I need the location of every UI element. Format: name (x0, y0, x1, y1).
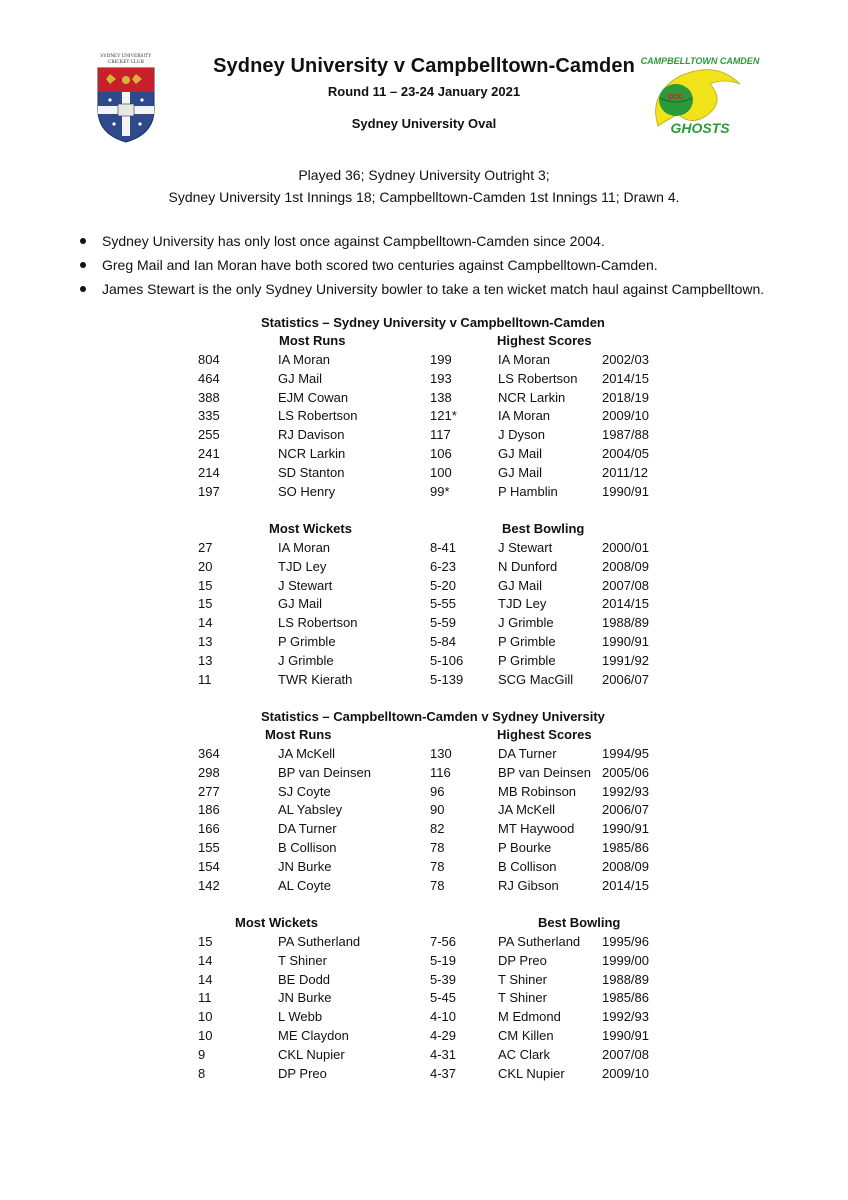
table-cell: JN Burke (278, 858, 332, 874)
ghosts-initials: DCC (668, 94, 684, 101)
table-row (0, 953, 848, 972)
s1-most-wickets-heading: Most Wickets (269, 521, 352, 536)
table-cell: DA Turner (498, 746, 557, 761)
table-cell: 2006/07 (602, 802, 649, 818)
table-cell: L Webb (278, 1009, 323, 1025)
table-cell: JA McKell (278, 746, 336, 761)
table-cell: 154 (198, 858, 220, 874)
table-cell: P Grimble (278, 634, 336, 649)
table-cell: 2008/09 (602, 558, 649, 574)
table-cell: 2007/08 (602, 1046, 649, 1062)
table-cell: 255 (198, 427, 220, 443)
table-row (0, 653, 848, 672)
table-cell: P Grimble (498, 652, 556, 668)
table-cell: 142 (198, 877, 220, 893)
table-cell: IA Moran (498, 352, 551, 367)
table-cell: BP van Deinsen (278, 764, 371, 780)
s2-most-wickets-heading: Most Wickets (235, 915, 318, 930)
table-cell: 4-29 (430, 1028, 457, 1043)
table-cell: 804 (198, 352, 220, 367)
table-cell: 6-23 (430, 558, 457, 574)
table-cell: 155 (198, 840, 220, 855)
table-cell: GJ Mail (278, 596, 323, 612)
table-cell: 15 (198, 934, 213, 949)
table-cell: 130 (430, 746, 452, 761)
s1-best-bowling-heading: Best Bowling (502, 521, 585, 536)
table-cell: 20 (198, 558, 213, 574)
table-cell: TJD Ley (498, 596, 547, 612)
table-row (0, 784, 848, 803)
table-row (0, 1009, 848, 1028)
table-cell: SCG MacGill (498, 671, 574, 687)
table-cell: 14 (198, 952, 213, 968)
table-cell: IA Moran (278, 352, 331, 367)
table-cell: GJ Mail (498, 464, 543, 480)
table-row (0, 878, 848, 897)
table-cell: 7-56 (430, 934, 457, 949)
table-cell: J Dyson (498, 427, 545, 443)
table-row (0, 408, 848, 427)
table-row (0, 390, 848, 409)
table-row (0, 840, 848, 859)
table-cell: N Dunford (498, 558, 558, 574)
table-cell: 99* (430, 483, 450, 499)
table-cell: PA Sutherland (278, 934, 361, 949)
table-cell: SJ Coyte (278, 783, 331, 799)
list-item: Sydney University has only lost once against Campbelltown-Camden since 2004. (78, 232, 818, 256)
table-cell: J Stewart (498, 540, 553, 555)
table-row (0, 540, 848, 559)
table-row (0, 615, 848, 634)
table-cell: AC Clark (498, 1046, 551, 1062)
table-cell: P Grimble (498, 634, 556, 649)
table-cell: B Collison (498, 858, 557, 874)
table-cell: 96 (430, 783, 445, 799)
table-row (0, 371, 848, 390)
table-row (0, 1047, 848, 1066)
table-cell: 11 (198, 990, 212, 1006)
table-row (0, 990, 848, 1009)
table-cell: PA Sutherland (498, 934, 581, 949)
s2-highest-scores-heading: Highest Scores (497, 727, 592, 742)
table-cell: T Shiner (498, 990, 547, 1006)
table-cell: 15 (198, 596, 213, 612)
ghosts-word: GHOSTS (670, 120, 730, 136)
page-title: Sydney University v Campbelltown-Camden (213, 55, 635, 77)
table-row (0, 802, 848, 821)
table-cell: 186 (198, 802, 220, 818)
table-cell: 14 (198, 615, 213, 631)
table-cell: 82 (430, 821, 445, 837)
table-cell: GJ Mail (278, 370, 323, 386)
table-cell: EJM Cowan (278, 389, 349, 405)
table-cell: 13 (198, 652, 213, 668)
table-cell: J Stewart (278, 577, 333, 593)
crest-text-top: SYDNEY UNIVERSITY (100, 54, 152, 59)
table-cell: 298 (198, 764, 220, 780)
table-cell: 5-139 (430, 671, 464, 687)
bullet-icon (80, 286, 86, 292)
table-row (0, 765, 848, 784)
table-cell: CM Killen (498, 1028, 554, 1043)
table-row (0, 1066, 848, 1085)
table-cell: RJ Gibson (498, 877, 559, 893)
section-2-title: Statistics – Campbelltown-Camden v Sydney University (261, 709, 605, 724)
table-cell: 464 (198, 370, 220, 386)
table-cell: 2009/10 (602, 1065, 649, 1081)
table-cell: AL Yabsley (278, 802, 343, 818)
table-cell: JA McKell (498, 802, 556, 818)
table-cell: 1990/91 (602, 1028, 649, 1043)
table-cell: 8 (198, 1065, 206, 1081)
table-row (0, 634, 848, 653)
table-cell: 1990/91 (602, 821, 649, 837)
table-cell: B Collison (278, 840, 337, 855)
table-cell: 5-20 (430, 577, 457, 593)
table-cell: IA Moran (498, 408, 551, 424)
table-cell: 2005/06 (602, 764, 649, 780)
table-cell: ME Claydon (278, 1028, 349, 1043)
table-cell: 193 (430, 370, 452, 386)
table-cell: 5-39 (430, 971, 457, 987)
table-cell: 14 (198, 971, 213, 987)
table-cell: DP Preo (278, 1065, 327, 1081)
section-1-title: Statistics – Sydney University v Campbelltown-Camden (261, 315, 605, 330)
table-cell: 10 (198, 1028, 213, 1043)
table-row (0, 578, 848, 597)
table-cell: NCR Larkin (278, 446, 346, 461)
table-cell: TJD Ley (278, 558, 327, 574)
table-cell: 78 (430, 877, 445, 893)
table-cell: CKL Nupier (278, 1046, 345, 1062)
table-cell: TWR Kierath (278, 671, 353, 687)
table-cell: CKL Nupier (498, 1065, 565, 1081)
venue: Sydney University Oval (351, 116, 497, 131)
table-cell: 5-84 (430, 634, 457, 649)
table-row (0, 465, 848, 484)
table-row (0, 559, 848, 578)
list-item: James Stewart is the only Sydney University bowler to take a ten wicket match haul against Campbelltown. (78, 280, 818, 304)
table-cell: 388 (198, 389, 220, 405)
table-cell: 5-55 (430, 596, 457, 612)
s2-most-runs-heading: Most Runs (265, 727, 332, 742)
s1-most-runs-heading: Most Runs (279, 333, 346, 348)
table-cell: 335 (198, 408, 220, 424)
table-cell: MT Haywood (498, 821, 575, 837)
table-cell: 117 (430, 427, 451, 443)
table-cell: 166 (198, 821, 220, 837)
table-cell: 106 (430, 446, 452, 461)
table-cell: 2004/05 (602, 446, 649, 461)
table-row (0, 972, 848, 991)
table-cell: DP Preo (498, 952, 547, 968)
table-cell: 2011/12 (602, 464, 649, 480)
table-cell: 1995/96 (602, 934, 649, 949)
table-cell: 2014/15 (602, 370, 649, 386)
table-cell: 138 (430, 389, 452, 405)
table-row (0, 427, 848, 446)
table-cell: 277 (198, 783, 220, 799)
s2-best-bowling-heading: Best Bowling (538, 915, 621, 930)
table-cell: 364 (198, 746, 220, 761)
table-row (0, 821, 848, 840)
bullet-icon (80, 238, 86, 244)
table-cell: 1988/89 (602, 615, 649, 631)
table-cell: 5-59 (430, 615, 457, 631)
table-cell: 121* (430, 408, 457, 424)
table-cell: 13 (198, 634, 213, 649)
summary-line-2: Sydney University 1st Innings 18; Campbelltown-Camden 1st Innings 11; Drawn 4. (168, 189, 680, 205)
table-cell: T Shiner (278, 952, 327, 968)
table-cell: 1999/00 (602, 952, 649, 968)
table-cell: 78 (430, 858, 445, 874)
table-cell: MB Robinson (498, 783, 577, 799)
table-cell: 11 (198, 671, 212, 687)
table-cell: 1994/95 (602, 746, 649, 761)
table-cell: 2008/09 (602, 858, 649, 874)
table-cell: NCR Larkin (498, 389, 566, 405)
table-cell: 1987/88 (602, 427, 649, 443)
table-cell: 8-41 (430, 540, 457, 555)
table-cell: LS Robertson (278, 408, 358, 424)
table-cell: 4-31 (430, 1046, 457, 1062)
table-cell: 9 (198, 1046, 206, 1062)
list-item: Greg Mail and Ian Moran have both scored two centuries against Campbelltown-Camden. (78, 256, 818, 280)
table-cell: AL Coyte (278, 877, 331, 893)
table-row (0, 446, 848, 465)
ghosts-arc-text: CAMPBELLTOWN CAMDEN (640, 56, 760, 66)
key-facts-list (78, 232, 818, 304)
table-cell: SO Henry (278, 483, 336, 499)
table-cell: 1985/86 (602, 990, 649, 1006)
table-cell: 27 (198, 540, 213, 555)
table-row (0, 672, 848, 691)
table-cell: 2009/10 (602, 408, 649, 424)
s1-highest-scores-heading: Highest Scores (497, 333, 592, 348)
table-cell: BP van Deinsen (498, 764, 591, 780)
table-row (0, 859, 848, 878)
table-cell: J Grimble (278, 652, 334, 668)
table-cell: 2014/15 (602, 877, 649, 893)
table-cell: 5-19 (430, 952, 457, 968)
table-cell: 2018/19 (602, 389, 649, 405)
crest-text-bottom: CRICKET CLUB (108, 60, 144, 65)
table-cell: 241 (198, 446, 220, 461)
table-cell: GJ Mail (498, 577, 543, 593)
summary-line-1: Played 36; Sydney University Outright 3; (298, 167, 550, 183)
table-cell: 1992/93 (602, 783, 649, 799)
table-cell: M Edmond (498, 1009, 561, 1025)
table-cell: 199 (430, 352, 452, 367)
table-cell: 1991/92 (602, 652, 649, 668)
table-cell: 2014/15 (602, 596, 649, 612)
table-cell: LS Robertson (278, 615, 358, 631)
table-cell: 78 (430, 840, 445, 855)
table-row (0, 484, 848, 503)
table-cell: 15 (198, 577, 213, 593)
table-cell: 116 (430, 764, 451, 780)
table-cell: BE Dodd (278, 971, 331, 987)
table-row (0, 934, 848, 953)
table-cell: 197 (198, 483, 220, 499)
bullet-icon (80, 262, 86, 268)
table-cell: JN Burke (278, 990, 332, 1006)
table-row (0, 596, 848, 615)
table-cell: T Shiner (498, 971, 547, 987)
table-cell: 1985/86 (602, 840, 649, 855)
table-cell: IA Moran (278, 540, 331, 555)
table-cell: J Grimble (498, 615, 554, 631)
table-cell: 4-37 (430, 1065, 457, 1081)
round-date: Round 11 – 23-24 January 2021 (327, 84, 521, 99)
table-cell: 90 (430, 802, 445, 818)
table-cell: 214 (198, 464, 220, 480)
table-cell: 2006/07 (602, 671, 649, 687)
table-cell: 2000/01 (602, 540, 649, 555)
table-cell: 2007/08 (602, 577, 649, 593)
table-cell: 5-106 (430, 652, 464, 668)
table-cell: 5-45 (430, 990, 457, 1006)
table-cell: GJ Mail (498, 446, 543, 461)
table-cell: 1988/89 (602, 971, 649, 987)
table-cell: LS Robertson (498, 370, 578, 386)
table-cell: P Bourke (498, 840, 552, 855)
table-row (0, 1028, 848, 1047)
table-cell: 2002/03 (602, 352, 649, 367)
table-cell: RJ Davison (278, 427, 345, 443)
table-cell: 10 (198, 1009, 213, 1025)
table-cell: 100 (430, 464, 452, 480)
table-cell: 1992/93 (602, 1009, 649, 1025)
table-cell: P Hamblin (498, 483, 558, 499)
table-cell: 4-10 (430, 1009, 457, 1025)
table-cell: 1990/91 (602, 634, 649, 649)
table-row (0, 352, 848, 371)
table-row (0, 746, 848, 765)
table-cell: SD Stanton (278, 464, 345, 480)
table-cell: DA Turner (278, 821, 337, 837)
table-cell: 1990/91 (602, 483, 649, 499)
